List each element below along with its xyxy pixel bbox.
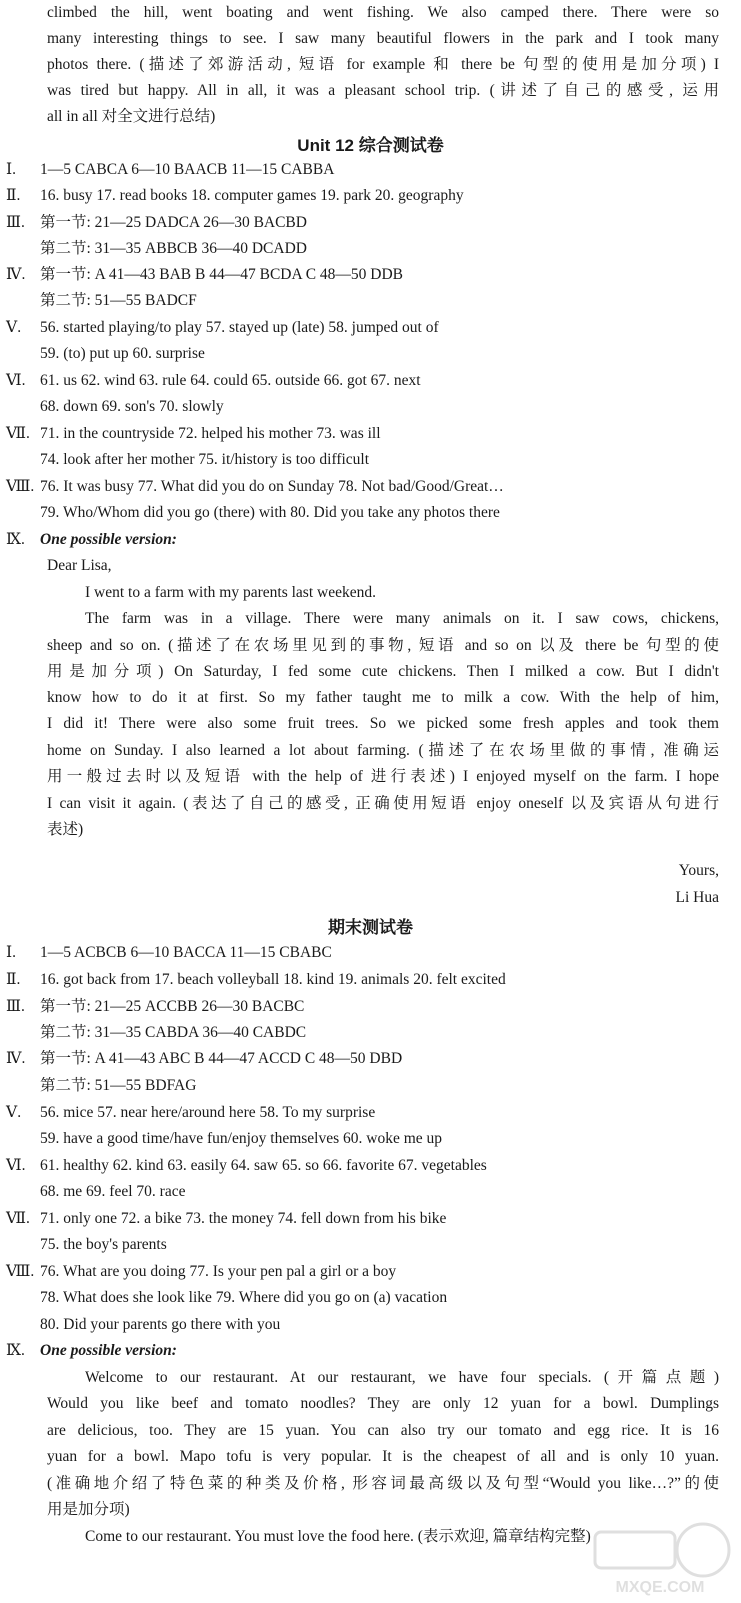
essay-line: 用是加分项) (47, 1501, 130, 1518)
roman-numeral: Ⅷ. (6, 1263, 35, 1280)
letter-line: 表述) (47, 821, 84, 838)
answer-text: 75. the boy's parents (40, 1236, 167, 1253)
answer-line (6, 1235, 167, 1255)
answer-text: 第一节: 21—25 ACCBB 26—30 BACBC (40, 998, 305, 1015)
answer-line (6, 477, 504, 497)
letter-closing: Yours, (678, 862, 719, 879)
answer-line (6, 1288, 447, 1308)
letter-signature: Li Hua (675, 889, 719, 906)
answer-text: 74. look after her mother 75. it/history is too difficult (40, 451, 370, 468)
answer-line (6, 318, 439, 338)
answer-line (6, 239, 307, 259)
one-possible-version-label: One possible version: (40, 1342, 177, 1359)
answer-line (6, 371, 421, 391)
essay-line: yuan for a bowl. Mapo tofu is very popular. It is the cheapest of all and is only 10 yuan. (47, 1448, 719, 1465)
roman-numeral: Ⅲ. (6, 998, 25, 1015)
paragraph-line: was tired but happy. All in all, it was a pleasant school trip. (讲述了自己的感受, 运用 (47, 82, 719, 99)
answer-text: 第一节: 21—25 DADCA 26—30 BACBD (40, 214, 307, 231)
answer-text: 76. It was busy 77. What did you do on Sunday 78. Not bad/Good/Great… (40, 478, 504, 495)
answer-text: 第二节: 51—55 BDFAG (40, 1077, 197, 1094)
answer-text: 80. Did your parents go there with you (40, 1316, 281, 1333)
answer-line (6, 1315, 280, 1335)
letter-line: sheep and so on. (描述了在农场里见到的事物, 短语 and so on 以及 there be 句型的使 (47, 637, 719, 654)
roman-numeral: Ⅱ. (6, 187, 21, 204)
answer-text: 第一节: A 41—43 BAB B 44—47 BCDA C 48—50 DDB (40, 266, 404, 283)
answer-text: 71. only one 72. a bike 73. the money 74. fell down from his bike (40, 1210, 447, 1227)
answer-line (6, 943, 332, 963)
essay-line: Welcome to our restaurant. At our restaurant, we have four specials. (开篇点题) (85, 1369, 719, 1386)
answer-line (6, 503, 500, 523)
answer-line (6, 970, 506, 990)
roman-numeral: Ⅱ. (6, 971, 21, 988)
roman-numeral: Ⅶ. (6, 1210, 30, 1227)
roman-numeral: Ⅳ. (6, 266, 26, 283)
answer-text: 第二节: 31—35 ABBCB 36—40 DCADD (40, 240, 307, 257)
roman-numeral: Ⅲ. (6, 214, 25, 231)
letter-line: The farm was in a village. There were many animals on it. I saw cows, chickens, (85, 610, 719, 627)
answer-line (6, 424, 381, 444)
roman-numeral: Ⅳ. (6, 1050, 26, 1067)
roman-numeral: Ⅸ. (6, 1342, 25, 1359)
answer-text: 1—5 CABCA 6—10 BAACB 11—15 CABBA (40, 161, 335, 178)
essay-line: are delicious, too. They are 15 yuan. You can also try our tomato and egg rice. It is 16 (47, 1422, 719, 1439)
letter-line: 用是加分项) On Saturday, I fed some cute chickens. Then I milked a cow. But I didn't (47, 663, 719, 680)
one-possible-version-label: One possible version: (40, 531, 177, 548)
answer-line (6, 186, 464, 206)
answer-text: 79. Who/Whom did you go (there) with 80. Did you take any photos there (40, 504, 500, 521)
answer-text: 76. What are you doing 77. Is your pen pal a girl or a boy (40, 1263, 397, 1280)
letter-line: home on Sunday. I also learned a lot about farming. (描述了在农场里做的事情, 准确运 (47, 742, 719, 759)
answer-text: 1—5 ACBCB 6—10 BACCA 11—15 CBABC (40, 944, 332, 961)
roman-numeral: Ⅸ. (6, 531, 25, 548)
watermark-text: MXQE.COM (615, 1579, 705, 1596)
answer-text: 61. healthy 62. kind 63. easily 64. saw 65. so 66. favorite 67. vegetables (40, 1157, 487, 1174)
answer-text: 56. started playing/to play 57. stayed up (late) 58. jumped out of (40, 319, 439, 336)
roman-numeral: Ⅰ. (6, 944, 16, 961)
answer-line (6, 397, 224, 417)
letter-greeting: Dear Lisa, (47, 557, 112, 574)
answer-line (6, 1262, 396, 1282)
paragraph-line: climbed the hill, went boating and went fishing. We also camped there. There were so (47, 4, 719, 21)
answer-text: 71. in the countryside 72. helped his mother 73. was ill (40, 425, 381, 442)
roman-numeral: Ⅴ. (6, 319, 22, 336)
answer-line (6, 450, 369, 470)
answer-line (6, 344, 205, 364)
answer-line (6, 1076, 196, 1096)
paragraph-line: photos there. (描述了郊游活动, 短语 for example 和 there be 句型的使用是加分项) I (47, 56, 719, 73)
answer-line (6, 1103, 375, 1123)
letter-line: 用一般过去时以及短语 with the help of 进行表述) I enjoyed myself on the farm. I hope (47, 768, 719, 785)
answer-text: 61. us 62. wind 63. rule 64. could 65. outside 66. got 67. next (40, 372, 421, 389)
answer-text: 16. got back from 17. beach volleyball 18. kind 19. animals 20. felt excited (40, 971, 506, 988)
roman-numeral: Ⅵ. (6, 1157, 26, 1174)
answer-line (6, 1156, 487, 1176)
answer-line (6, 530, 177, 550)
letter-line: I can visit it again. (表达了自己的感受, 正确使用短语 enjoy oneself 以及宾语从句进行 (47, 795, 719, 812)
answer-text: 16. busy 17. read books 18. computer games 19. park 20. geography (40, 187, 464, 204)
answer-line (6, 1182, 185, 1202)
answer-text: 第二节: 31—35 CABDA 36—40 CABDC (40, 1024, 307, 1041)
letter-line: I went to a farm with my parents last weekend. (85, 584, 376, 601)
answer-text: 56. mice 57. near here/around here 58. To my surprise (40, 1104, 376, 1121)
answer-text: 68. me 69. feel 70. race (40, 1183, 186, 1200)
answer-text: 第二节: 51—55 BADCF (40, 292, 197, 309)
answer-line (6, 1209, 446, 1229)
letter-line: know how to do it at first. So my father taught me to milk a cow. With the help of him, (47, 689, 719, 706)
letter-line: I did it! There were also some fruit trees. So we picked some fresh apples and took them (47, 715, 719, 732)
paragraph-line: all in all 对全文进行总结) (47, 108, 216, 125)
roman-numeral: Ⅰ. (6, 161, 16, 178)
roman-numeral: Ⅴ. (6, 1104, 22, 1121)
answer-line (6, 1341, 177, 1361)
answer-text: 第一节: A 41—43 ABC B 44—47 ACCD C 48—50 DBD (40, 1050, 403, 1067)
answer-line (6, 160, 334, 180)
essay-line: Would you like beef and tomato noodles? They are only 12 yuan for a bowl. Dumplings (47, 1395, 719, 1412)
watermark-graphic (585, 1518, 735, 1598)
roman-numeral: Ⅷ. (6, 478, 35, 495)
answer-line (6, 1129, 442, 1149)
answer-line (6, 1023, 306, 1043)
answer-text: 68. down 69. son's 70. slowly (40, 398, 224, 415)
answer-line (6, 265, 403, 285)
answer-line (6, 1049, 402, 1069)
roman-numeral: Ⅶ. (6, 425, 30, 442)
final-exam-title: 期末测试卷 (328, 918, 413, 937)
roman-numeral: Ⅵ. (6, 372, 26, 389)
paragraph-line: many interesting things to see. I saw many beautiful flowers in the park and I took many (47, 30, 719, 47)
answer-line (6, 213, 307, 233)
essay-line: (准确地介绍了特色菜的种类及价格, 形容词最高级以及句型“Would you like…?”的使 (47, 1475, 719, 1492)
unit12-title: Unit 12 综合测试卷 (297, 136, 444, 155)
essay-line: Come to our restaurant. You must love the food here. (表示欢迎, 篇章结构完整) (85, 1528, 591, 1545)
answer-text: 78. What does she look like 79. Where did you go on (a) vacation (40, 1289, 448, 1306)
answer-line (6, 291, 197, 311)
watermark-logo (585, 1518, 735, 1598)
answer-text: 59. (to) put up 60. surprise (40, 345, 205, 362)
answer-text: 59. have a good time/have fun/enjoy themselves 60. woke me up (40, 1130, 443, 1147)
answer-line (6, 997, 304, 1017)
